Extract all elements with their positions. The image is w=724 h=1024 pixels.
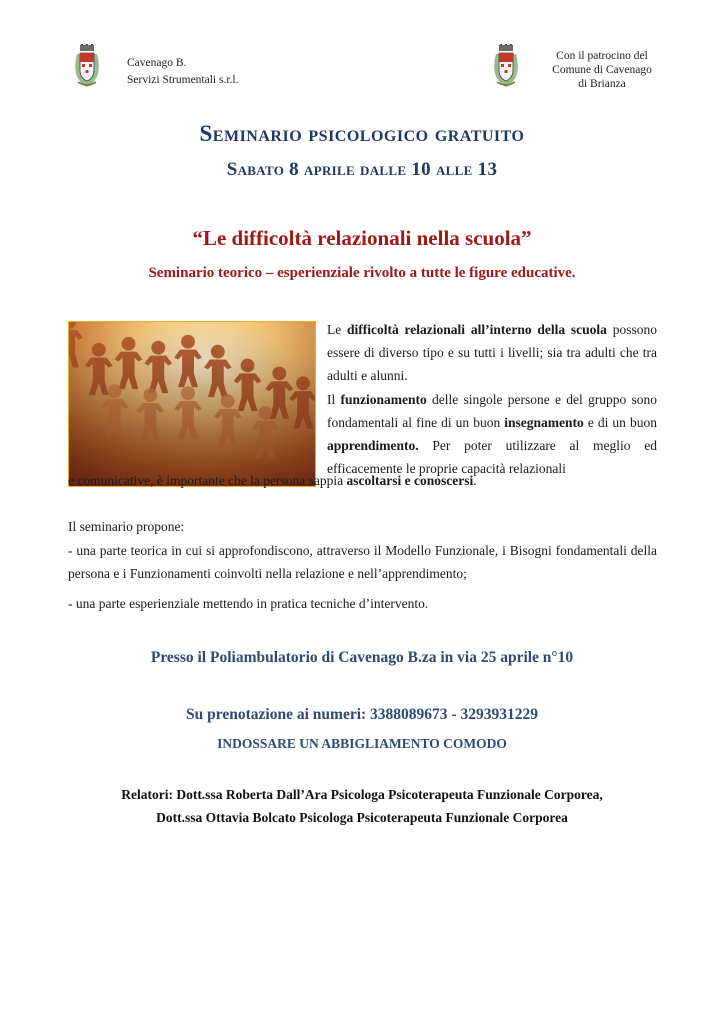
event-date: Sabato 8 aprile dalle 10 alle 13	[226, 159, 498, 180]
dress-code: INDOSSARE UN ABBIGLIAMENTO COMODO	[217, 736, 507, 751]
text: .	[473, 473, 477, 488]
patronage-line-2: Comune di Cavenago	[552, 64, 652, 76]
text-bold: apprendimento.	[327, 438, 419, 454]
seminar-tagline: Seminario teorico – esperienziale rivolto a tutte le figure educative.	[148, 265, 576, 281]
organizer-line-2: Servizi Strumentali s.r.l.	[127, 74, 239, 86]
intro-paragraph	[327, 318, 657, 480]
patronage-line-1: Con il patrocino del	[556, 50, 648, 62]
continuation-paragraph	[68, 469, 657, 492]
speaker-2: Dott.ssa Ottavia Bolcato Psicologa Psicoterapeuta Funzionale Corporea	[156, 810, 568, 825]
text: e comunicative, è importante che la persona sappia	[68, 473, 347, 488]
text: Il	[327, 391, 341, 407]
patronage-note	[532, 49, 672, 91]
coat-of-arms-icon	[491, 44, 521, 90]
booking-phones: Su prenotazione ai numeri: 3388089673 - 3293931229	[186, 706, 538, 723]
program-item-theory: - una parte teorica in cui si approfondiscono, attraverso il Modello Funzionale, i Bisogni fondamentali della persona e i Funzionamenti coinvolti nella relazione e nell’apprendimento;	[68, 543, 657, 582]
text: Per poter utilizzare al meglio ed efficacemente le proprie capacità relazionali	[327, 438, 657, 477]
text-bold: difficoltà relazionali all’interno della scuola	[347, 322, 607, 337]
seminar-topic: “Le difficoltà relazionali nella scuola”	[192, 226, 532, 250]
speaker-1: Relatori: Dott.ssa Roberta Dall’Ara Psicologa Psicoterapeuta Funzionale Corporea,	[121, 787, 603, 802]
organizer-line-1: Cavenago B.	[127, 57, 187, 69]
text: possono essere di diverso tipo e su tutti i livelli; sia tra adulti che tra adulti e alunni.	[327, 322, 657, 384]
program-item-practice: - una parte esperienziale mettendo in pratica tecniche d’intervento.	[68, 596, 429, 611]
patronage-line-3: di Brianza	[578, 78, 626, 90]
text: Le	[327, 322, 348, 337]
text: e di un buon	[583, 414, 657, 430]
coat-of-arms-icon	[72, 44, 102, 90]
text: delle singole persone e del gruppo sono fondamentali al fine di un buon	[327, 391, 658, 430]
page-title: Seminario psicologico gratuito	[199, 121, 525, 146]
text-bold: ascoltarsi e conoscersi	[346, 473, 474, 488]
program-intro: Il seminario propone:	[68, 519, 185, 534]
paper-people-chain-photo	[68, 321, 316, 487]
event-location: Presso il Poliambulatorio di Cavenago B.za in via 25 aprile n°10	[150, 649, 574, 666]
text-bold: insegnamento	[504, 414, 584, 430]
organizer-name	[127, 55, 238, 89]
text-bold: funzionamento	[340, 391, 427, 407]
